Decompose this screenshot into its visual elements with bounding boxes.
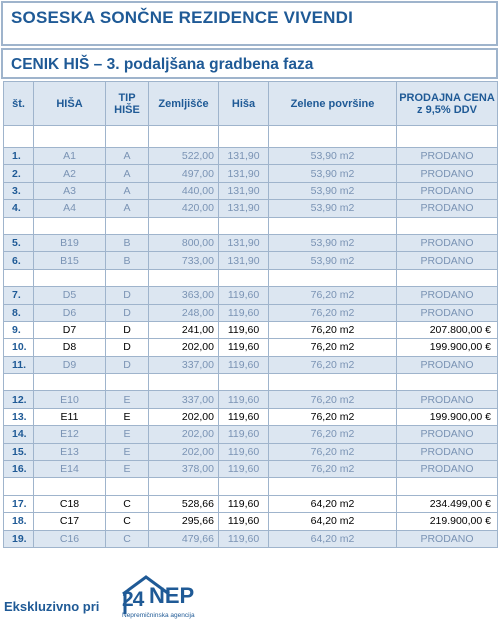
separator-cell [219, 217, 269, 234]
separator-cell [219, 126, 269, 148]
separator-cell [34, 269, 106, 286]
table-row [4, 513, 498, 530]
land-cell: 202,00 [149, 408, 219, 425]
green-area-cell: 76,20 m2 [269, 391, 397, 408]
table-row [4, 408, 498, 425]
house-type-cell: E [106, 408, 149, 425]
table-row [4, 287, 498, 304]
house-cell: E12 [34, 426, 106, 443]
house-type-cell: D [106, 356, 149, 373]
exclusive-label: Ekskluzivno pri [4, 599, 100, 614]
house-cell: A1 [34, 148, 106, 165]
green-area-cell: 76,20 m2 [269, 321, 397, 338]
table-separator-row [4, 374, 498, 391]
brand-name: NEP [149, 583, 195, 608]
house-size-cell: 119,60 [219, 513, 269, 530]
green-area-cell: 76,20 m2 [269, 461, 397, 478]
separator-cell [34, 217, 106, 234]
table-row [4, 252, 498, 269]
house-type-cell: E [106, 426, 149, 443]
house-cell: C17 [34, 513, 106, 530]
house-size-cell: 131,90 [219, 182, 269, 199]
green-area-cell: 76,20 m2 [269, 443, 397, 460]
house-type-cell: A [106, 148, 149, 165]
house-cell: E10 [34, 391, 106, 408]
table-separator-row [4, 478, 498, 495]
separator-cell [34, 126, 106, 148]
house-size-cell: 131,90 [219, 148, 269, 165]
table-row [4, 182, 498, 199]
row-number: 17. [4, 495, 34, 512]
green-area-cell: 53,90 m2 [269, 252, 397, 269]
header-green-area: Zelene površine [269, 82, 397, 126]
separator-cell [149, 269, 219, 286]
row-number: 1. [4, 148, 34, 165]
separator-cell [269, 269, 397, 286]
price-cell: 219.900,00 € [397, 513, 498, 530]
house-cell: A4 [34, 200, 106, 217]
row-number: 2. [4, 165, 34, 182]
price-cell: PRODANO [397, 252, 498, 269]
house-size-cell: 119,60 [219, 356, 269, 373]
land-cell: 337,00 [149, 356, 219, 373]
row-number: 3. [4, 182, 34, 199]
house-cell: D7 [34, 321, 106, 338]
separator-cell [269, 217, 397, 234]
house-type-cell: A [106, 165, 149, 182]
house-size-cell: 131,90 [219, 165, 269, 182]
house-type-cell: E [106, 391, 149, 408]
separator-cell [397, 217, 498, 234]
table-row [4, 443, 498, 460]
table-body [4, 126, 498, 548]
green-area-cell: 76,20 m2 [269, 408, 397, 425]
house-size-cell: 119,60 [219, 495, 269, 512]
separator-cell [4, 126, 34, 148]
land-cell: 440,00 [149, 182, 219, 199]
separator-cell [269, 374, 397, 391]
green-area-cell: 76,20 m2 [269, 356, 397, 373]
title-box [1, 1, 498, 46]
price-cell: PRODANO [397, 165, 498, 182]
house-type-cell: B [106, 252, 149, 269]
land-cell: 800,00 [149, 234, 219, 251]
row-number: 12. [4, 391, 34, 408]
row-number: 4. [4, 200, 34, 217]
separator-cell [4, 217, 34, 234]
green-area-cell: 76,20 m2 [269, 287, 397, 304]
table-separator-row [4, 269, 498, 286]
land-cell: 202,00 [149, 426, 219, 443]
house-size-cell: 119,60 [219, 339, 269, 356]
price-cell: PRODANO [397, 356, 498, 373]
house-size-cell: 131,90 [219, 234, 269, 251]
header-land: Zemljišče [149, 82, 219, 126]
green-area-cell: 53,90 m2 [269, 165, 397, 182]
house-size-cell: 119,60 [219, 530, 269, 547]
table-row [4, 495, 498, 512]
row-number: 19. [4, 530, 34, 547]
row-number: 9. [4, 321, 34, 338]
house-size-cell: 119,60 [219, 321, 269, 338]
price-cell: 199.900,00 € [397, 408, 498, 425]
separator-cell [34, 374, 106, 391]
house-size-cell: 119,60 [219, 443, 269, 460]
house-type-cell: E [106, 461, 149, 478]
subtitle-box [1, 48, 498, 79]
header-house-type: TIP HIŠE [106, 82, 149, 126]
price-cell: PRODANO [397, 426, 498, 443]
house-cell: B15 [34, 252, 106, 269]
house-size-cell: 119,60 [219, 304, 269, 321]
separator-cell [149, 126, 219, 148]
row-number: 18. [4, 513, 34, 530]
house-type-cell: D [106, 304, 149, 321]
table-separator-row [4, 217, 498, 234]
house-cell: E11 [34, 408, 106, 425]
land-cell: 337,00 [149, 391, 219, 408]
green-area-cell: 53,90 m2 [269, 234, 397, 251]
row-number: 14. [4, 426, 34, 443]
green-area-cell: 76,20 m2 [269, 339, 397, 356]
table-row [4, 321, 498, 338]
green-area-cell: 64,20 m2 [269, 495, 397, 512]
table-row [4, 339, 498, 356]
land-cell: 241,00 [149, 321, 219, 338]
separator-cell [397, 478, 498, 495]
separator-cell [4, 478, 34, 495]
land-cell: 248,00 [149, 304, 219, 321]
row-number: 15. [4, 443, 34, 460]
row-number: 13. [4, 408, 34, 425]
separator-cell [106, 126, 149, 148]
separator-cell [149, 374, 219, 391]
table-row [4, 391, 498, 408]
price-cell: PRODANO [397, 182, 498, 199]
green-area-cell: 64,20 m2 [269, 530, 397, 547]
green-area-cell: 53,90 m2 [269, 182, 397, 199]
house-cell: D9 [34, 356, 106, 373]
table-row [4, 148, 498, 165]
price-cell: PRODANO [397, 391, 498, 408]
land-cell: 378,00 [149, 461, 219, 478]
separator-cell [149, 217, 219, 234]
house-size-cell: 131,90 [219, 200, 269, 217]
separator-cell [4, 269, 34, 286]
table-row [4, 461, 498, 478]
house-size-cell: 131,90 [219, 252, 269, 269]
green-area-cell: 53,90 m2 [269, 200, 397, 217]
table-separator-row [4, 126, 498, 148]
separator-cell [269, 478, 397, 495]
separator-cell [397, 269, 498, 286]
house-cell: D8 [34, 339, 106, 356]
header-number: št. [4, 82, 34, 126]
separator-cell [219, 478, 269, 495]
separator-cell [34, 478, 106, 495]
land-cell: 420,00 [149, 200, 219, 217]
house-cell: E14 [34, 461, 106, 478]
price-table [3, 81, 498, 548]
house-size-cell: 119,60 [219, 391, 269, 408]
row-number: 16. [4, 461, 34, 478]
table-row [4, 165, 498, 182]
house-cell: D5 [34, 287, 106, 304]
header-sale-price: PRODAJNA CENA z 9,5% DDV [397, 82, 498, 126]
separator-cell [106, 217, 149, 234]
house-type-cell: E [106, 443, 149, 460]
house-type-cell: B [106, 234, 149, 251]
house-type-cell: C [106, 513, 149, 530]
table-row [4, 234, 498, 251]
price-cell: PRODANO [397, 200, 498, 217]
table-row [4, 426, 498, 443]
separator-cell [219, 269, 269, 286]
house-size-cell: 119,60 [219, 461, 269, 478]
agency-logo [120, 574, 230, 624]
separator-cell [106, 269, 149, 286]
house-cell: E13 [34, 443, 106, 460]
separator-cell [219, 374, 269, 391]
house-cell: C16 [34, 530, 106, 547]
row-number: 8. [4, 304, 34, 321]
house-type-cell: D [106, 339, 149, 356]
land-cell: 528,66 [149, 495, 219, 512]
page-title: SOSESKA SONČNE REZIDENCE VIVENDI [11, 8, 354, 27]
price-cell: 207.800,00 € [397, 321, 498, 338]
separator-cell [149, 478, 219, 495]
price-cell: PRODANO [397, 461, 498, 478]
land-cell: 363,00 [149, 287, 219, 304]
house-cell: A2 [34, 165, 106, 182]
land-cell: 497,00 [149, 165, 219, 182]
land-cell: 202,00 [149, 443, 219, 460]
land-cell: 522,00 [149, 148, 219, 165]
green-area-cell: 76,20 m2 [269, 304, 397, 321]
house-type-cell: C [106, 495, 149, 512]
green-area-cell: 64,20 m2 [269, 513, 397, 530]
header-house-size: Hiša [219, 82, 269, 126]
house-cell: A3 [34, 182, 106, 199]
footer [0, 570, 500, 629]
table-row [4, 530, 498, 547]
green-area-cell: 76,20 m2 [269, 426, 397, 443]
price-cell: PRODANO [397, 234, 498, 251]
row-number: 11. [4, 356, 34, 373]
land-cell: 479,66 [149, 530, 219, 547]
price-cell: PRODANO [397, 530, 498, 547]
separator-cell [269, 126, 397, 148]
page-subtitle: CENIK HIŠ – 3. podaljšana gradbena faza [11, 56, 314, 73]
house-size-cell: 119,60 [219, 287, 269, 304]
house-size-cell: 119,60 [219, 408, 269, 425]
price-cell: PRODANO [397, 287, 498, 304]
land-cell: 295,66 [149, 513, 219, 530]
separator-cell [397, 374, 498, 391]
price-cell: 234.499,00 € [397, 495, 498, 512]
house-cell: B19 [34, 234, 106, 251]
separator-cell [397, 126, 498, 148]
row-number: 5. [4, 234, 34, 251]
house-type-cell: C [106, 530, 149, 547]
price-cell: PRODANO [397, 304, 498, 321]
house-type-cell: D [106, 287, 149, 304]
land-cell: 202,00 [149, 339, 219, 356]
row-number: 10. [4, 339, 34, 356]
row-number: 7. [4, 287, 34, 304]
brand-number: 24 [122, 588, 144, 611]
price-cell: PRODANO [397, 148, 498, 165]
house-type-cell: A [106, 182, 149, 199]
separator-cell [106, 374, 149, 391]
house-size-cell: 119,60 [219, 426, 269, 443]
house-type-cell: D [106, 321, 149, 338]
table-row [4, 200, 498, 217]
separator-cell [106, 478, 149, 495]
table-row [4, 304, 498, 321]
green-area-cell: 53,90 m2 [269, 148, 397, 165]
house-type-cell: A [106, 200, 149, 217]
brand-tagline: Nepremičninska agencija [122, 612, 195, 619]
price-cell: 199.900,00 € [397, 339, 498, 356]
house-cell: D6 [34, 304, 106, 321]
row-number: 6. [4, 252, 34, 269]
header-house: HIŠA [34, 82, 106, 126]
price-cell: PRODANO [397, 443, 498, 460]
table-header-row [4, 82, 498, 126]
house-cell: C18 [34, 495, 106, 512]
land-cell: 733,00 [149, 252, 219, 269]
separator-cell [4, 374, 34, 391]
table-row [4, 356, 498, 373]
